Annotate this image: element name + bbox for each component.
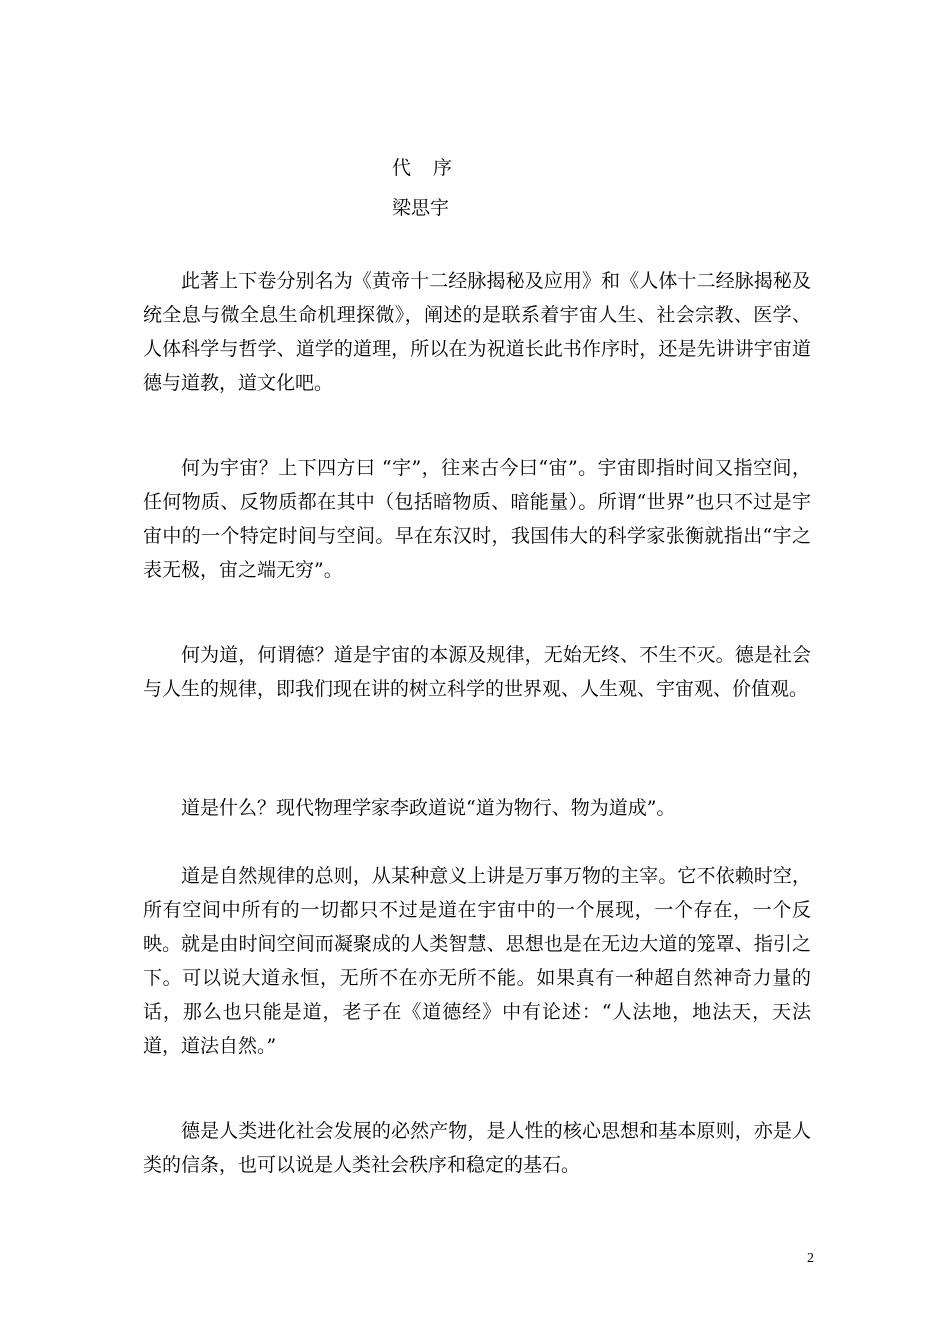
paragraph-5: 道是自然规律的总则，从某种意义上讲是万事万物的主宰。它不依赖时空，所有空间中所有的一切都只不过是道在宇宙中的一个展现，一个存在，一个反映。就是由时间空间而凝聚成的人类智慧、思想也是在无边大道的笼罩、指引之下。可以说大道永恒，无所不在亦无所不能。如果真有一种超自然神奇力量的话，那么也只能是道，老子在《道德经》中有论述：“人法地，地法天，天法道，道法自然。”	[143, 865, 811, 1057]
page-title	[392, 156, 452, 180]
title-part-1: 代	[392, 157, 412, 179]
paragraph-2: 何为宇宙？上下四方曰 “宇”，往来古今曰“宙”。宇宙即指时间又指空间，任何物质、反物质都在其中（包括暗物质、暗能量）。所谓“世界”也只不过是宇宙中的一个特定时间与空间。早在东汉时，我国伟大的科学家张衡就指出“宇之表无极，宙之端无穷”。	[143, 457, 811, 581]
title-part-2: 序	[433, 157, 453, 179]
author-name: 梁思宇	[392, 197, 450, 219]
paragraph-3: 何为道，何谓德？道是宇宙的本源及规律，无始无终、不生不灭。德是社会与人生的规律，即我们现在讲的树立科学的世界观、人生观、宇宙观、价值观。	[143, 644, 811, 700]
paragraph-6: 德是人类进化社会发展的必然产物，是人性的核心思想和基本原则，亦是人类的信条，也可以说是人类社会秩序和稳定的基石。	[143, 1120, 811, 1176]
paragraph-1: 此著上下卷分别名为《黄帝十二经脉揭秘及应用》和《人体十二经脉揭秘及统全息与微全息生命机理探微》，阐述的是联系着宇宙人生、社会宗教、医学、人体科学与哲学、道学的道理，所以在为祝道长此书作序时，还是先讲讲宇宙道德与道教，道文化吧。	[143, 270, 811, 394]
paragraph-4: 道是什么？现代物理学家李政道说“道为物行、物为道成”。	[181, 797, 676, 819]
page-number: 2	[807, 1251, 814, 1266]
